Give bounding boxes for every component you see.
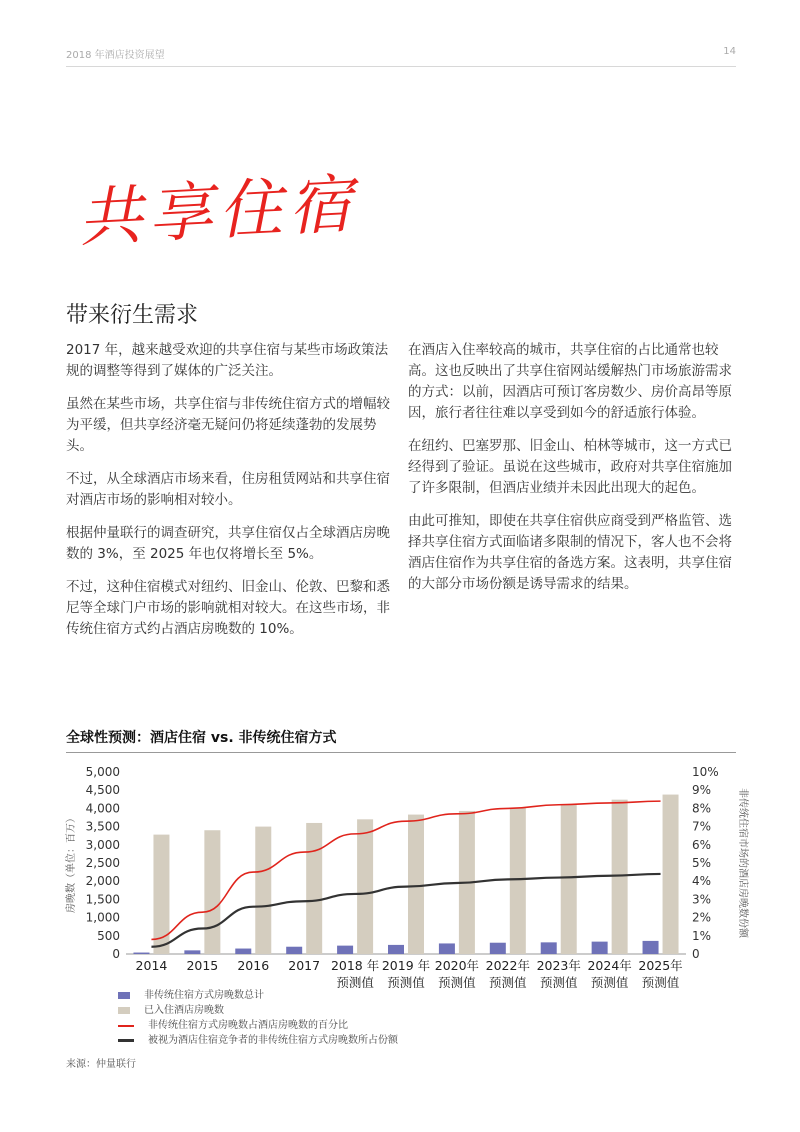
x-tick-label: 2016 (237, 958, 270, 973)
legend-label: 被视为酒店住宿竞争者的非传统住宿方式房晚数所占份额 (148, 1035, 398, 1046)
legend-swatch-black-line (118, 1039, 134, 1042)
x-tick-label: 2019 年 (381, 958, 431, 973)
hotel-nights-bar (357, 819, 373, 954)
source-note: 来源：仲量联行 (66, 1059, 136, 1070)
y-tick-label: 4,000 (85, 801, 120, 816)
x-tick-label: 预测值 (641, 975, 680, 988)
competitor-share-line (151, 874, 660, 947)
paragraph: 不过，从全球酒店市场来看，住房租赁网站和共享住宿对酒店市场的影响相对较小。 (66, 471, 390, 508)
y-tick-label: 1,500 (85, 892, 120, 907)
y2-tick-label: 6% (692, 837, 712, 852)
y-tick-label: 2,000 (85, 874, 120, 889)
x-tick-label: 2023年 (536, 958, 581, 973)
paragraph: 由此可推知，即使在共享住宿供应商受到严格监管、选择共享住宿方式面临诸多限制的情况下，客人也不会将酒店住宿作为共享住宿的备选方案。这表明，共享住宿的大部分市场份额是诱导需求的结果。 (408, 513, 732, 592)
hotel-nights-bar (306, 823, 322, 954)
y2-tick-label: 7% (692, 819, 712, 834)
chart-legend (118, 988, 398, 1048)
legend-swatch-red-line (118, 1025, 134, 1027)
left-column (66, 340, 396, 652)
y2-tick-label: 8% (692, 801, 712, 816)
hotel-nights-bar (663, 795, 679, 954)
header-title: 2018 年酒店投资展望 (66, 50, 165, 61)
x-tick-label: 预测值 (387, 975, 425, 988)
y2-tick-label: 5% (692, 856, 712, 870)
chart-divider (66, 752, 736, 753)
y2-axis-title: 非传统住宿市场的酒店房晚数份额 (737, 788, 748, 938)
hotel-nights-bar (408, 815, 424, 954)
hotel-nights-bar (204, 830, 220, 954)
legend-label: 非传统住宿方式房晚数总计 (144, 990, 264, 1001)
y2-tick-label: 4% (692, 874, 712, 889)
x-tick-label: 2024年 (587, 958, 632, 973)
x-tick-label: 预测值 (489, 975, 527, 988)
paragraph: 在纽约、巴塞罗那、旧金山、柏林等城市，这一方式已经得到了验证。虽说在这些城市，政府对共享住宿施加了许多限制，但酒店业绩并未因此出现大的起色。 (408, 438, 732, 496)
y-tick-label: 3,500 (85, 819, 120, 834)
legend-item (118, 1018, 398, 1033)
y2-tick-label: 2% (692, 910, 712, 925)
paragraph: 2017 年，越来越受欢迎的共享住宿与某些市场政策法规的调整等得到了媒体的广泛关注。 (66, 342, 389, 379)
x-tick-label: 2020年 (434, 958, 480, 973)
header-divider (66, 66, 736, 67)
y-tick-label: 5,000 (85, 765, 120, 779)
legend-swatch-purple-bar (118, 992, 130, 999)
x-tick-label: 预测值 (438, 975, 476, 988)
alt-nights-bar (592, 942, 608, 954)
x-tick-label: 2022年 (485, 958, 530, 973)
alt-nights-bar (643, 941, 659, 954)
x-tick-label: 预测值 (336, 975, 374, 988)
hotel-nights-bar (153, 835, 169, 954)
y2-tick-label: 1% (692, 928, 712, 943)
x-tick-label: 2014 (135, 958, 168, 973)
legend-item (118, 1003, 398, 1018)
legend-swatch-beige-bar (118, 1007, 130, 1014)
y-tick-label: 0 (112, 947, 120, 961)
page-header (66, 46, 736, 61)
y2-tick-label: 10% (692, 765, 719, 779)
x-tick-label: 2018 年 (330, 958, 380, 973)
hotel-nights-bar (561, 805, 577, 954)
page-number: 14 (723, 46, 736, 57)
legend-item (118, 988, 398, 1003)
y-axis-title: 房晚数（单位：百万） (66, 813, 77, 913)
legend-label: 已入住酒店房晚数 (144, 1005, 224, 1016)
y2-tick-label: 9% (692, 783, 712, 798)
y-tick-label: 1,000 (85, 910, 120, 925)
y-tick-label: 2,500 (85, 856, 120, 870)
hotel-nights-bar (510, 808, 526, 954)
y-tick-label: 500 (97, 928, 120, 943)
x-tick-label: 2017 (288, 958, 321, 973)
x-tick-label: 预测值 (590, 975, 629, 988)
alt-nights-bar (439, 943, 455, 954)
x-tick-label: 2025年 (638, 958, 683, 973)
y2-tick-label: 0 (692, 947, 700, 961)
alt-nights-bar (235, 949, 251, 954)
forecast-chart (60, 756, 750, 988)
y-tick-label: 3,000 (85, 837, 120, 852)
section-subtitle: 带来衍生需求 (66, 303, 199, 328)
legend-item (118, 1033, 398, 1048)
paragraph: 在酒店入住率较高的城市，共享住宿的占比通常也较高。这也反映出了共享住宿网站缓解热门市场旅游需求的方式：以前，因酒店可预订客房数少、房价高昂等原因，旅行者往往难以享受到如今的舒适旅行体验。 (408, 342, 732, 421)
alt-nights-bar (133, 953, 149, 954)
hotel-nights-bar (255, 827, 271, 954)
hotel-nights-bar (612, 800, 628, 954)
chart-title: 全球性预测：酒店住宿 vs. 非传统住宿方式 (66, 730, 337, 746)
page-title: 共享住宿 (76, 167, 361, 257)
y2-tick-label: 3% (692, 892, 712, 907)
alt-nights-bar (490, 943, 506, 954)
right-column (408, 340, 738, 607)
y-tick-label: 4,500 (85, 783, 120, 798)
alt-nights-bar (541, 942, 557, 954)
x-tick-label: 预测值 (539, 975, 578, 988)
alt-nights-bar (337, 946, 353, 954)
alt-nights-bar (388, 945, 404, 954)
legend-label: 非传统住宿方式房晚数占酒店房晚数的百分比 (148, 1020, 348, 1031)
x-tick-label: 2015 (186, 958, 219, 973)
paragraph: 不过，这种住宿模式对纽约、旧金山、伦敦、巴黎和悉尼等全球门户市场的影响就相对较大。在这些市场，非传统住宿方式约占酒店房晚数的 10%。 (66, 579, 390, 637)
alt-nights-bar (184, 950, 200, 954)
paragraph: 根据仲量联行的调查研究，共享住宿仅占全球酒店房晚数的 3%，至 2025 年也仅将增长至 5%。 (66, 525, 390, 562)
paragraph: 虽然在某些市场，共享住宿与非传统住宿方式的增幅较为平缓，但共享经济毫无疑问仍将延续蓬勃的发展势头。 (66, 396, 390, 454)
alt-nights-bar (286, 947, 302, 954)
